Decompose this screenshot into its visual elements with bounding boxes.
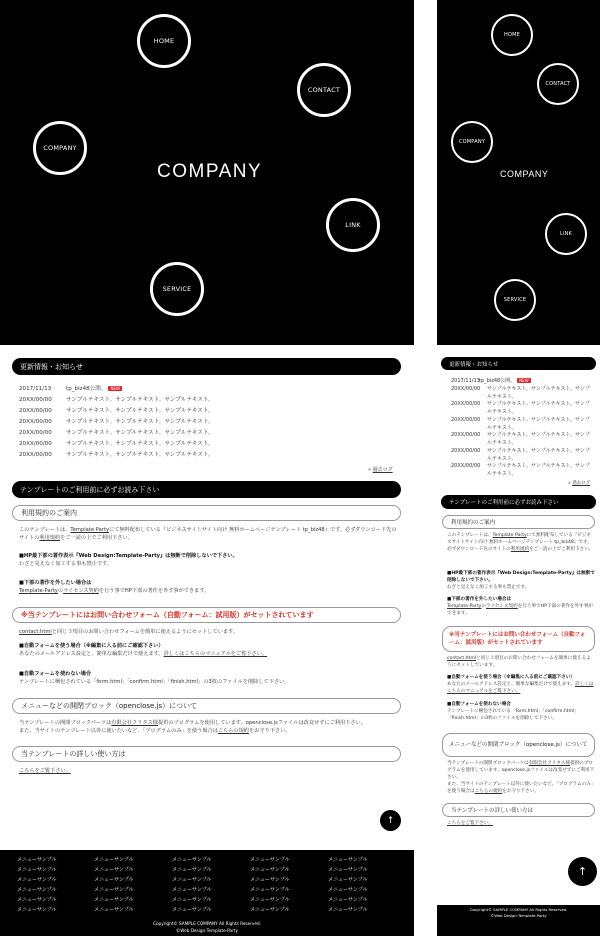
footer-menu-item[interactable]: メニューサンプル (328, 857, 368, 863)
footer-menu-item[interactable]: メニューサンプル (94, 857, 134, 863)
nav-contact[interactable] (537, 63, 579, 105)
menu-heading: メニューなどの開閉ブロック（openclose.js）について (442, 733, 595, 757)
howto-link[interactable]: こちらをご覧下さい。 (19, 768, 71, 774)
nav-link-label: LINK (345, 221, 361, 229)
archive-link[interactable]: » 過去ログ (568, 481, 591, 486)
news-item: 2017/11/13 tp_biz48公開。 NEW (19, 386, 120, 392)
form-text: contact.htmlと同じ３項目のお問い合わせフォームを簡単に使えるようにセットしています。 (19, 629, 238, 635)
nav-link[interactable] (326, 198, 380, 252)
nav-home-label: HOME (153, 37, 175, 45)
nav-service[interactable] (494, 279, 536, 321)
mobile-hero (437, 0, 600, 345)
mobile-main (437, 345, 600, 905)
new-badge: NEW (519, 378, 529, 383)
notice2: ■下部の著作を外したい場合は Template-Partyのライセンス契約を行う事でHP下部の著作を外す事ができます。 (447, 597, 593, 616)
desktop-main (0, 345, 414, 850)
footer-menu-item[interactable]: メニューサンプル (17, 857, 57, 863)
guide-heading: テンプレートのご利用前に必ずお読み下さい (12, 481, 401, 498)
news-item: 20XX/00/00 サンプルテキスト。サンプルテキスト。サンプルテキスト。 (451, 416, 590, 431)
footer-menu-item[interactable]: メニューサンプル (172, 897, 212, 903)
terms-link[interactable]: 利用規約 (39, 534, 61, 541)
howto-text: こちらをご覧下さい。 (447, 821, 493, 826)
desktop-footer (0, 850, 414, 936)
nav-home[interactable] (491, 14, 533, 56)
footer-menu-item[interactable]: メニューサンプル (250, 907, 290, 913)
footer-menu-item[interactable]: メニューサンプル (328, 897, 368, 903)
site-logo[interactable]: COMPANY (157, 161, 263, 182)
footer-menu-item[interactable]: メニューサンプル (17, 867, 57, 873)
footer-menu-item[interactable]: メニューサンプル (172, 867, 212, 873)
archive-link[interactable]: » 過去ログ (368, 467, 393, 473)
footer-menu-item[interactable]: メニューサンプル (328, 887, 368, 893)
footer-menu-item[interactable]: メニューサンプル (17, 897, 57, 903)
footer-menu-item[interactable]: メニューサンプル (94, 897, 134, 903)
footer-menu-item[interactable]: メニューサンプル (172, 877, 212, 883)
footer-menu-item[interactable]: メニューサンプル (250, 887, 290, 893)
footer-menu-item[interactable]: メニューサンプル (94, 907, 134, 913)
nav-service-label: SERVICE (503, 297, 527, 303)
news-item: 20XX/00/00 サンプルテキスト。サンプルテキスト。サンプルテキスト。 (451, 401, 590, 415)
credit: ©Web Design:Template-Party (490, 913, 547, 918)
template-party-link[interactable]: Template Party (70, 527, 110, 533)
nav-contact-label: CONTACT (545, 81, 571, 87)
nav-service[interactable] (150, 262, 204, 316)
footer-menu-item[interactable]: メニューサンプル (250, 857, 290, 863)
terms-heading: 利用規約のご案内 (12, 505, 401, 521)
manual-link[interactable]: 詳しくはこちらのマニュアルをご覧下さい。 (163, 650, 268, 657)
footer-menu-item[interactable]: メニューサンプル (94, 887, 134, 893)
news-item: 20XX/00/00 サンプルテキスト。サンプルテキスト。サンプルテキスト。 (451, 432, 590, 446)
auto-form-note: ■自動フォームを使う場合（※編集に入る前にご確認下さい） あなたのメールアドレス設定と、簡単な編集だけで使えます。詳しくはこちらのマニュアルをご覧下さい。 (19, 643, 268, 657)
nav-link-label: LINK (559, 231, 573, 237)
credit: ©Web Design:Template-Party (176, 928, 238, 933)
news-item: 20XX/00/00 サンプルテキスト。サンプルテキスト。サンプルテキスト。 (451, 463, 590, 477)
nav-home[interactable] (137, 14, 191, 68)
nav-company[interactable] (451, 121, 493, 163)
news-item: 2017/11/13tp_biz48公開。 NEW (451, 378, 529, 384)
footer-menu-item[interactable]: メニューサンプル (328, 907, 368, 913)
footer-menu-item[interactable]: メニューサンプル (17, 887, 57, 893)
rules-link[interactable]: こちらの規約 (217, 727, 249, 734)
nav-link[interactable] (545, 213, 587, 255)
news-heading: 更新情報・お知らせ (441, 357, 596, 370)
contact-link[interactable]: contact.html (19, 629, 52, 635)
guide-heading: テンプレートのご利用前に必ずお読み下さい (441, 495, 596, 509)
menu-heading: メニューなどの開閉ブロック（openclose.js）について (12, 698, 401, 714)
footer-menu-item[interactable]: メニューサンプル (172, 887, 212, 893)
footer-menu-item[interactable]: メニューサンプル (250, 877, 290, 883)
template-party-link-2[interactable]: Template-Party (19, 587, 58, 594)
form-heading: ※当テンプレートにはお問い合わせフォーム（自動フォーム：試用版）がセットされています (12, 607, 401, 623)
news-item: 20XX/00/00 サンプルテキスト。サンプルテキスト。サンプルテキスト。 (451, 385, 590, 400)
footer-menu-item[interactable]: メニューサンプル (250, 867, 290, 873)
nav-contact[interactable] (297, 63, 351, 117)
form-heading: ※当テンプレートにはお問い合わせフォーム（自動フォーム：試用版）がセットされています (442, 626, 595, 652)
nav-company-label: COMPANY (43, 144, 77, 152)
new-badge: NEW (110, 386, 120, 391)
howto-heading: 当テンプレートの詳しい使い方は (12, 746, 401, 762)
news-item: 20XX/00/00 サンプルテキスト。サンプルテキスト。サンプルテキスト。 (19, 408, 214, 414)
form-text: contact.htmlと同じ３項目のお問い合わせフォームを簡単に使えるようにセットしています。 (447, 656, 591, 668)
menu-text: 当テンプレートの開閉ブロックパーツは有限会社クリタス様提供のプログラムを使用しています。openclose.jsファイルは改変せずにご利用下さい。 また、当サイトのテンプレート以外に使いたいなど、「プログラムのみ」を使う場合はこちらの規約をお守り下さい。 (447, 761, 595, 794)
howto-heading: 当テンプレートの詳しい使い方は (442, 803, 595, 817)
mobile-footer (437, 905, 600, 936)
terms-text: このテンプレートは、Template Partyにて無料配布している『ビジネスサイトサイト向け 無料ホームページテンプレート tp_biz48』です。必ずダウンロード先のサイトの利用規約をご一読の上でご利用下さい。 (19, 527, 397, 541)
news-item: 20XX/00/00 サンプルテキスト。サンプルテキスト。サンプルテキスト。 (19, 419, 214, 425)
news-item: 20XX/00/00 サンプルテキスト。サンプルテキスト。サンプルテキスト。 (19, 397, 214, 403)
footer-menu-item[interactable]: メニューサンプル (172, 907, 212, 913)
howto-text (19, 768, 71, 776)
nav-company-label: COMPANY (458, 139, 486, 145)
notice2: ■下部の著作を外したい場合は Template-Partyのライセンス契約を行う事でHP下部の著作を外す事ができます。 (19, 580, 210, 594)
footer-menu-item[interactable]: メニューサンプル (328, 877, 368, 883)
site-logo[interactable]: COMPANY (500, 169, 549, 179)
copyright: Copyright© SAMPLE COMPANY All Rights Reserved. (153, 921, 261, 926)
footer-menu-item[interactable]: メニューサンプル (94, 867, 134, 873)
notice1: ■HP最下部の著作表示『Web Design:Template-Party』は無断で削除しないで下さい。 わざと見えなく加工する事も禁止です。 (19, 553, 238, 567)
footer-menu-item[interactable]: メニューサンプル (17, 907, 57, 913)
news-item: 20XX/00/00 サンプルテキスト。サンプルテキスト。サンプルテキスト。 (19, 441, 214, 447)
page-top-button[interactable]: ↑ (380, 810, 401, 831)
footer-menu-item[interactable]: メニューサンプル (328, 867, 368, 873)
nav-service-label: SERVICE (162, 285, 192, 293)
no-auto-form-note: ■自動フォームを使わない場合 テンプレートに梱包されている「form.html」「confirm.html」「finish.html」の3枚のファイルを削除して下さい。 (19, 671, 290, 685)
terms-text: このテンプレートは、Template Partyにて無料配布している『ビジネスサイトサイト向け 無料ホームページテンプレート tp_biz48』です。必ずダウンロード先のサイトの利用規約をご一読の上でご利用下さい。 (447, 533, 594, 552)
page-top-button[interactable]: ↑ (568, 857, 597, 886)
news-item: 20XX/00/00 サンプルテキスト。サンプルテキスト。サンプルテキスト。 (19, 430, 214, 436)
footer-menu-item[interactable]: メニューサンプル (17, 877, 57, 883)
kuritasu-link[interactable]: 有限会社クリタス様 (111, 720, 158, 726)
news-item: 20XX/00/00 サンプルテキスト。サンプルテキスト。サンプルテキスト。 (19, 452, 214, 458)
auto-form-note: ■自動フォームを使う場合（※編集に入る前にご確認下さい） あなたのメールアドレス設定と、簡単な編集だけで使えます。詳しくはこちらのマニュアルをご覧下さい。 (447, 675, 594, 694)
nav-company[interactable] (33, 121, 87, 175)
footer-menu-item[interactable]: メニューサンプル (94, 877, 134, 883)
nav-home-label: HOME (504, 32, 520, 38)
terms-heading: 利用規約のご案内 (442, 515, 595, 529)
footer-menu-item[interactable]: メニューサンプル (172, 857, 212, 863)
news-item: 20XX/00/00 サンプルテキスト。サンプルテキスト。サンプルテキスト。 (451, 447, 590, 462)
footer-menu-item[interactable]: メニューサンプル (250, 897, 290, 903)
desktop-hero (0, 0, 414, 345)
notice1: ■HP最下部の著作表示『Web Design:Template-Party』は無断で削除しないで下さい。 わざと見えなく加工する事も禁止です。 (447, 571, 595, 590)
nav-contact-label: CONTACT (307, 86, 341, 94)
news-heading: 更新情報・お知らせ (12, 358, 401, 375)
license-link[interactable]: ライセンス契約 (63, 587, 99, 594)
no-auto-form-note: ■自動フォームを使わない場合 テンプレートに梱包されている「form.html」「confirm.html」「finish.html」の3枚のファイルを削除して下さい。 (447, 702, 579, 721)
news-list (451, 378, 593, 479)
menu-text: 当テンプレートの開閉ブロックパーツは有限会社クリタス様提供のプログラムを使用しています。openclose.jsファイルは改変せずにご利用下さい。 また、当サイトのテンプレート以外に使いたいなど、「プログラムのみ」を使う場合はこちらの規約をお守り下さい。 (19, 720, 366, 734)
copyright: Copyright© SAMPLE COMPANY All Rights Reserved. (469, 907, 568, 912)
